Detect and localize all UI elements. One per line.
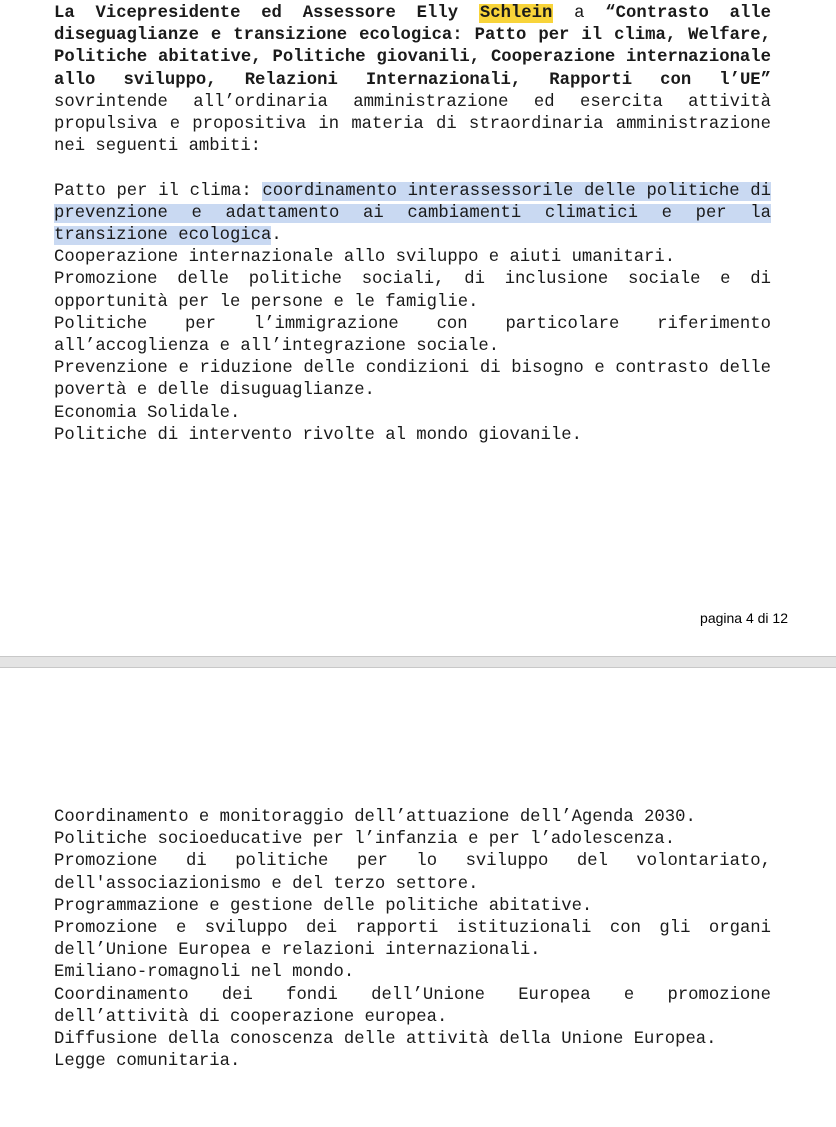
- list-item: Programmazione e gestione delle politiche abitative.: [54, 896, 593, 916]
- list-item: Politiche socioeducative per l’infanzia e per l’adolescenza.: [54, 830, 676, 850]
- search-match-highlight: Schlein: [479, 4, 553, 23]
- list-item: Legge comunitaria.: [54, 1052, 241, 1072]
- page-separator: [0, 656, 836, 668]
- page-5-body: [54, 807, 771, 1073]
- list-item: Coordinamento dei fondi dell’Unione Europea e promozione dell’attività di cooperazione europea.: [54, 985, 771, 1027]
- intro-title-before: La Vicepresidente ed Assessore Elly: [54, 4, 459, 23]
- list-item: Politiche di intervento rivolte al mondo giovanile.: [54, 425, 582, 445]
- list-item: Coordinamento e monitoraggio dell’attuazione dell’Agenda 2030.: [54, 808, 696, 827]
- document-page-5: [0, 668, 836, 1127]
- page-4-body: [54, 3, 771, 447]
- intro-bold-title: “Contrasto alle diseguaglianze e transizione ecologica: Patto per il clima, Welfare, Politiche abitative, Politiche giovanili, Cooperazione internazionale allo sviluppo, Relazioni Internazionali, Rapporti con l’UE”: [54, 4, 771, 90]
- list-item: Economia Solidale.: [54, 403, 241, 423]
- page-number-footer: pagina 4 di 12: [700, 610, 788, 626]
- list-item: Prevenzione e riduzione delle condizioni di bisogno e contrasto delle povertà e delle disuguaglianze.: [54, 359, 771, 401]
- list-item: Promozione delle politiche sociali, di inclusione sociale e di opportunità per le persone e le famiglie.: [54, 270, 771, 312]
- list-item: Diffusione della conoscenza delle attività della Unione Europea.: [54, 1030, 717, 1050]
- list-item: Emiliano-romagnoli nel mondo.: [54, 963, 355, 983]
- intro-connector: a: [574, 4, 585, 23]
- intro-tail: sovrintende all’ordinaria amministrazione ed esercita attività propulsiva e propositiva in materia di straordinaria amministrazione nei seguenti ambiti:: [54, 92, 771, 157]
- list-item: Cooperazione internazionale allo sviluppo e aiuti umanitari.: [54, 248, 676, 268]
- patto-lead: Patto per il clima:: [54, 181, 252, 201]
- text-selection[interactable]: coordinamento interassessorile delle politiche di prevenzione e adattamento ai cambiamenti climatici e per la transizione ecologica: [54, 181, 771, 246]
- list-item: Promozione di politiche per lo sviluppo del volontariato, dell'associazionismo e del terzo settore.: [54, 852, 771, 894]
- patto-paragraph: Patto per il clima: coordinamento interassessorile delle politiche di prevenzione e adattamento ai cambiamenti climatici e per la transizione ecologica.: [54, 181, 771, 246]
- list-item: Politiche per l’immigrazione con particolare riferimento all’accoglienza e all’integrazione sociale.: [54, 314, 771, 357]
- list-item: Promozione e sviluppo dei rapporti istituzionali con gli organi dell’Unione Europea e relazioni internazionali.: [54, 919, 771, 961]
- intro-paragraph: [54, 3, 771, 158]
